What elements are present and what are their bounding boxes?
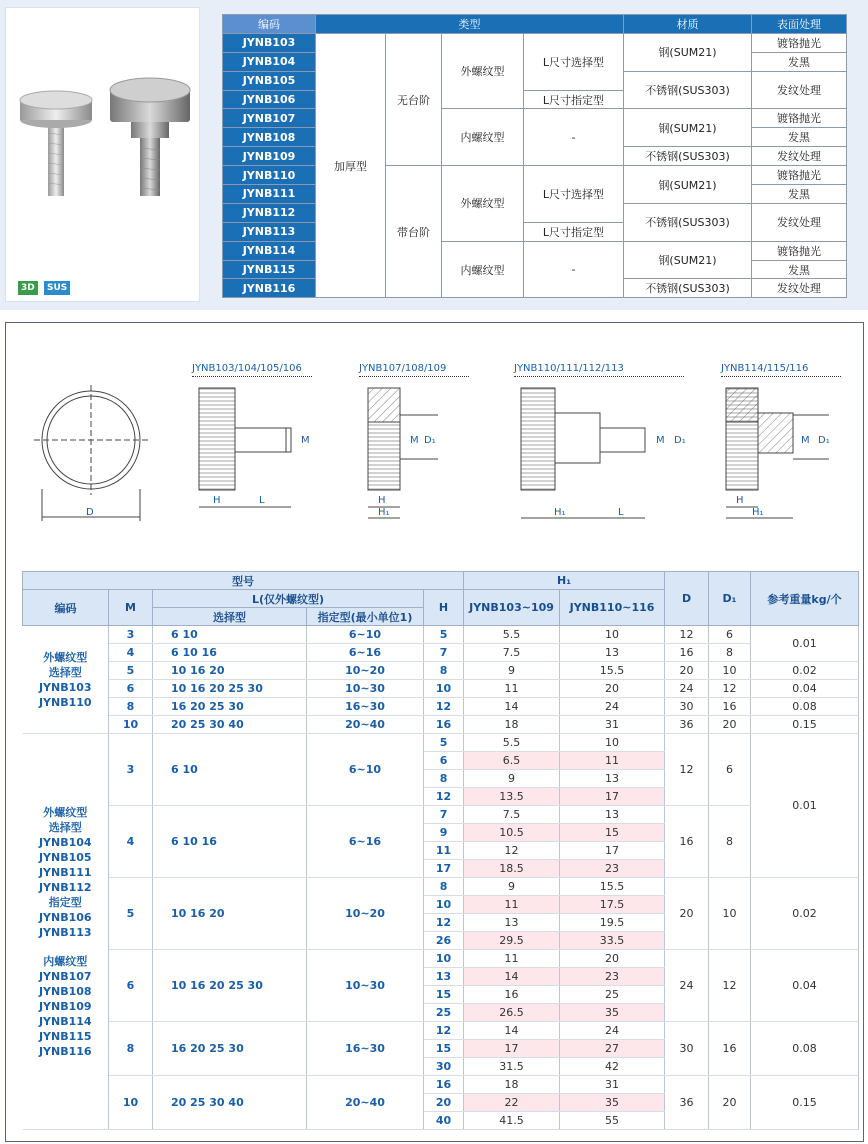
- lsel-cell: 20 25 30 40: [153, 1076, 307, 1130]
- code-cell: JYNB113: [223, 222, 316, 241]
- lspec-cell: 20~40: [307, 1076, 424, 1130]
- th-h1b: JYNB110~116: [560, 590, 665, 626]
- h1b-cell: 24: [560, 1022, 665, 1040]
- dim-H-1: H: [213, 495, 221, 506]
- h-cell: 12: [424, 914, 464, 932]
- material-sus: 不锈钢(SUS303): [624, 147, 752, 166]
- h1a-cell: 13.5: [464, 788, 560, 806]
- thread-1: [235, 428, 291, 452]
- code-cell: JYNB115: [223, 260, 316, 279]
- header-type: 类型: [316, 15, 624, 34]
- d1-cell: 10: [709, 662, 751, 680]
- type-external: 外螺纹型: [442, 166, 524, 242]
- code-cell: JYNB116: [223, 279, 316, 298]
- h1b-cell: 42: [560, 1058, 665, 1076]
- h1b-cell: 20: [560, 680, 665, 698]
- weight-cell: 0.04: [751, 680, 859, 698]
- h1b-cell: 17.5: [560, 896, 665, 914]
- h1b-cell: 31: [560, 1076, 665, 1094]
- code-cell: JYNB103: [223, 33, 316, 52]
- weight-cell: 0.01: [751, 734, 859, 878]
- h-cell: 20: [424, 1094, 464, 1112]
- type-thick: 加厚型: [316, 33, 386, 297]
- h-cell: 5: [424, 626, 464, 644]
- h1b-cell: 35: [560, 1094, 665, 1112]
- h1a-cell: 14: [464, 698, 560, 716]
- lsel-cell: 10 16 20: [153, 878, 307, 950]
- h1b-cell: 33.5: [560, 932, 665, 950]
- dim-H1-3: H₁: [554, 507, 566, 518]
- h1b-cell: 10: [560, 734, 665, 752]
- lspec-cell: 10~30: [307, 950, 424, 1022]
- m-cell: 4: [109, 644, 153, 662]
- d-cell: 36: [665, 1076, 709, 1130]
- m-cell: 5: [109, 662, 153, 680]
- type-l-select: L尺寸选择型: [524, 166, 624, 223]
- finish-chrome: 镀铬抛光: [752, 241, 847, 260]
- finish-chrome: 镀铬抛光: [752, 33, 847, 52]
- type-l-specify: L尺寸指定型: [524, 90, 624, 109]
- th-h1: H₁: [464, 572, 665, 590]
- m-cell: 8: [109, 1022, 153, 1076]
- table-row: [23, 680, 859, 698]
- th-model: 型号: [23, 572, 464, 590]
- dim-M-3: M: [656, 435, 665, 446]
- table-row: [23, 716, 859, 734]
- type-with-step: 带台阶: [386, 166, 442, 298]
- drawing-label-2: JYNB107/108/109: [359, 363, 469, 377]
- d-cell: 16: [665, 644, 709, 662]
- th-d1: D₁: [709, 572, 751, 626]
- m-cell: 3: [109, 626, 153, 644]
- h-cell: 11: [424, 842, 464, 860]
- dim-D1-4: D₁: [818, 435, 830, 446]
- h1b-cell: 27: [560, 1040, 665, 1058]
- h1a-cell: 11: [464, 896, 560, 914]
- sus-badge: SUS: [44, 281, 70, 295]
- h1a-cell: 22: [464, 1094, 560, 1112]
- weight-cell: 0.15: [751, 1076, 859, 1130]
- h-cell: 12: [424, 788, 464, 806]
- h1b-cell: 55: [560, 1112, 665, 1130]
- h-cell: 9: [424, 824, 464, 842]
- h-cell: 26: [424, 932, 464, 950]
- h1a-cell: 5.5: [464, 734, 560, 752]
- material-sus: 不锈钢(SUS303): [624, 71, 752, 109]
- type-internal: 内螺纹型: [442, 109, 524, 166]
- finish-black: 发黑: [752, 260, 847, 279]
- h-cell: 6: [424, 752, 464, 770]
- lspec-cell: 16~30: [307, 698, 424, 716]
- dim-L-1: L: [259, 495, 265, 506]
- m-cell: 5: [109, 878, 153, 950]
- lsel-cell: 6 10 16: [153, 644, 307, 662]
- drawing-label-1: JYNB103/104/105/106: [192, 363, 312, 377]
- d1-cell: 16: [709, 1022, 751, 1076]
- table-row: [23, 734, 859, 752]
- lsel-cell: 10 16 20: [153, 662, 307, 680]
- d-cell: 16: [665, 806, 709, 878]
- h1a-cell: 26.5: [464, 1004, 560, 1022]
- finish-black: 发黑: [752, 128, 847, 147]
- type-dash: -: [524, 109, 624, 166]
- weight-cell: 0.01: [751, 626, 859, 662]
- dim-M-1: M: [301, 435, 310, 446]
- d-cell: 20: [665, 662, 709, 680]
- d-cell: 12: [665, 626, 709, 644]
- h1b-cell: 17: [560, 788, 665, 806]
- d1-cell: 10: [709, 878, 751, 950]
- table-row: [23, 950, 859, 968]
- dim-H1-4: H₁: [752, 507, 764, 518]
- code-cell: JYNB106: [223, 90, 316, 109]
- code-cell: JYNB104: [223, 52, 316, 71]
- lspec-cell: 6~16: [307, 806, 424, 878]
- weight-cell: 0.15: [751, 716, 859, 734]
- table-row: [23, 662, 859, 680]
- type-l-select: L尺寸选择型: [524, 33, 624, 90]
- material-sus: 不锈钢(SUS303): [624, 203, 752, 241]
- h1a-cell: 14: [464, 968, 560, 986]
- d-cell: 24: [665, 950, 709, 1022]
- h1b-cell: 23: [560, 968, 665, 986]
- h1a-cell: 16: [464, 986, 560, 1004]
- h-cell: 8: [424, 662, 464, 680]
- d1-cell: 8: [709, 644, 751, 662]
- h-cell: 10: [424, 896, 464, 914]
- header-material: 材质: [624, 15, 752, 34]
- spec-table: [222, 14, 847, 298]
- h1a-cell: 18.5: [464, 860, 560, 878]
- dim-L-3: L: [618, 507, 624, 518]
- lsel-cell: 20 25 30 40: [153, 716, 307, 734]
- table-row: [23, 644, 859, 662]
- d-cell: 12: [665, 734, 709, 806]
- h-cell: 25: [424, 1004, 464, 1022]
- thread-3: [600, 428, 645, 452]
- lspec-cell: 10~30: [307, 680, 424, 698]
- lsel-cell: 10 16 20 25 30: [153, 950, 307, 1022]
- h-cell: 16: [424, 1076, 464, 1094]
- h1a-cell: 18: [464, 1076, 560, 1094]
- finish-hairline: 发纹处理: [752, 279, 847, 298]
- lsel-cell: 10 16 20 25 30: [153, 680, 307, 698]
- h1a-cell: 9: [464, 770, 560, 788]
- dim-M-2: M: [410, 435, 419, 446]
- m-cell: 6: [109, 950, 153, 1022]
- code-cell: JYNB112: [223, 203, 316, 222]
- finish-hairline: 发纹处理: [752, 203, 847, 241]
- h1b-cell: 13: [560, 806, 665, 824]
- finish-chrome: 镀铬抛光: [752, 109, 847, 128]
- d1-cell: 6: [709, 734, 751, 806]
- d1-cell: 6: [709, 626, 751, 644]
- material-sus: 不锈钢(SUS303): [624, 279, 752, 298]
- h1b-cell: 25: [560, 986, 665, 1004]
- table-row: [23, 1076, 859, 1094]
- lsel-cell: 6 10: [153, 734, 307, 806]
- h1b-cell: 35: [560, 1004, 665, 1022]
- h-cell: 7: [424, 644, 464, 662]
- type-internal: 内螺纹型: [442, 241, 524, 298]
- h-cell: 10: [424, 680, 464, 698]
- code-cell: JYNB114: [223, 241, 316, 260]
- lspec-cell: 6~10: [307, 734, 424, 806]
- dim-H-4: H: [736, 495, 744, 506]
- th-d: D: [665, 572, 709, 626]
- th-weight: 参考重量kg/个: [751, 572, 859, 626]
- h1a-cell: 12: [464, 842, 560, 860]
- type-dash: -: [524, 241, 624, 298]
- d-cell: 20: [665, 878, 709, 950]
- dim-M-4: M: [801, 435, 810, 446]
- step-4: [758, 413, 793, 453]
- m-cell: 10: [109, 716, 153, 734]
- dim-D1-3: D₁: [674, 435, 686, 446]
- drawing-label-4: JYNB114/115/116: [721, 363, 841, 377]
- h1b-cell: 31: [560, 716, 665, 734]
- type-no-step: 无台阶: [386, 33, 442, 165]
- weight-cell: 0.08: [751, 698, 859, 716]
- weight-cell: 0.08: [751, 1022, 859, 1076]
- lsel-cell: 16 20 25 30: [153, 1022, 307, 1076]
- dimension-table: [22, 571, 859, 1130]
- h1a-cell: 11: [464, 680, 560, 698]
- m-cell: 6: [109, 680, 153, 698]
- h-cell: 40: [424, 1112, 464, 1130]
- group-label: 外螺纹型 选择型 JYNB104 JYNB105 JYNB111 JYNB112 指定型 JYNB106 JYNB113 内螺纹型 JYNB107 JYNB108 JYNB109 JYNB114 JYNB115 JYNB116: [23, 734, 109, 1130]
- h-cell: 17: [424, 860, 464, 878]
- h1a-cell: 5.5: [464, 626, 560, 644]
- h-cell: 16: [424, 716, 464, 734]
- d1-cell: 12: [709, 680, 751, 698]
- m-cell: 8: [109, 698, 153, 716]
- h-cell: 13: [424, 968, 464, 986]
- dim-D: D: [86, 507, 94, 518]
- th-h1a: JYNB103~109: [464, 590, 560, 626]
- table-row: [23, 878, 859, 896]
- group-label: 外螺纹型 选择型 JYNB103 JYNB110: [23, 626, 109, 734]
- 3d-badge: 3D: [18, 281, 38, 295]
- th-h: H: [424, 590, 464, 626]
- weight-cell: 0.04: [751, 950, 859, 1022]
- thumb-screw-image: [6, 8, 201, 303]
- code-cell: JYNB109: [223, 147, 316, 166]
- material-steel: 钢(SUM21): [624, 241, 752, 279]
- h-cell: 12: [424, 1022, 464, 1040]
- material-steel: 钢(SUM21): [624, 33, 752, 71]
- type-external: 外螺纹型: [442, 33, 524, 109]
- h1b-cell: 15.5: [560, 662, 665, 680]
- product-photo: [5, 7, 200, 302]
- dim-H1-2: H₁: [378, 507, 390, 518]
- finish-hairline: 发纹处理: [752, 71, 847, 109]
- lspec-cell: 16~30: [307, 1022, 424, 1076]
- m-cell: 3: [109, 734, 153, 806]
- h-cell: 8: [424, 878, 464, 896]
- d-cell: 30: [665, 698, 709, 716]
- lspec-cell: 10~20: [307, 662, 424, 680]
- h1a-cell: 9: [464, 662, 560, 680]
- h1b-cell: 17: [560, 842, 665, 860]
- weight-cell: 0.02: [751, 878, 859, 950]
- dim-H-2: H: [378, 495, 386, 506]
- drawing-label-3: JYNB110/111/112/113: [514, 363, 684, 377]
- d1-cell: 12: [709, 950, 751, 1022]
- header-code: 编码: [223, 15, 316, 34]
- h-cell: 12: [424, 698, 464, 716]
- d1-cell: 20: [709, 1076, 751, 1130]
- lspec-cell: 10~20: [307, 878, 424, 950]
- h-cell: 30: [424, 1058, 464, 1076]
- h1b-cell: 13: [560, 770, 665, 788]
- table-row: [23, 806, 859, 824]
- step-3: [555, 413, 600, 463]
- h1a-cell: 14: [464, 1022, 560, 1040]
- th-l: L(仅外螺纹型): [153, 590, 424, 608]
- head-3: [521, 388, 555, 490]
- h1a-cell: 9: [464, 878, 560, 896]
- lspec-cell: 6~10: [307, 626, 424, 644]
- code-cell: JYNB107: [223, 109, 316, 128]
- header-finish: 表面处理: [752, 15, 847, 34]
- m-cell: 4: [109, 806, 153, 878]
- h1a-cell: 41.5: [464, 1112, 560, 1130]
- code-cell: JYNB111: [223, 185, 316, 204]
- lspec-cell: 20~40: [307, 716, 424, 734]
- h1a-cell: 18: [464, 716, 560, 734]
- code-cell: JYNB105: [223, 71, 316, 90]
- th-lspec: 指定型(最小单位1): [307, 608, 424, 626]
- finish-chrome: 镀铬抛光: [752, 166, 847, 185]
- h1b-cell: 15: [560, 824, 665, 842]
- th-lsel: 选择型: [153, 608, 307, 626]
- weight-cell: 0.02: [751, 662, 859, 680]
- h1a-cell: 31.5: [464, 1058, 560, 1076]
- h-cell: 10: [424, 950, 464, 968]
- h1b-cell: 19.5: [560, 914, 665, 932]
- table-row: [23, 698, 859, 716]
- lsel-cell: 6 10 16: [153, 806, 307, 878]
- m-cell: 10: [109, 1076, 153, 1130]
- d1-cell: 16: [709, 698, 751, 716]
- material-steel: 钢(SUM21): [624, 166, 752, 204]
- h1b-cell: 11: [560, 752, 665, 770]
- material-steel: 钢(SUM21): [624, 109, 752, 147]
- h-cell: 7: [424, 806, 464, 824]
- h-cell: 5: [424, 734, 464, 752]
- lspec-cell: 6~16: [307, 644, 424, 662]
- h1b-cell: 10: [560, 626, 665, 644]
- type-l-specify: L尺寸指定型: [524, 222, 624, 241]
- h1a-cell: 6.5: [464, 752, 560, 770]
- spec-panel: [0, 0, 868, 310]
- h1b-cell: 13: [560, 644, 665, 662]
- th-code: 编码: [23, 590, 109, 626]
- finish-black: 发黑: [752, 185, 847, 204]
- lsel-cell: 16 20 25 30: [153, 698, 307, 716]
- finish-black: 发黑: [752, 52, 847, 71]
- h1a-cell: 7.5: [464, 806, 560, 824]
- d1-cell: 8: [709, 806, 751, 878]
- th-m: M: [109, 590, 153, 626]
- h1b-cell: 20: [560, 950, 665, 968]
- d-cell: 24: [665, 680, 709, 698]
- h1a-cell: 29.5: [464, 932, 560, 950]
- table-row: [23, 626, 859, 644]
- h1b-cell: 15.5: [560, 878, 665, 896]
- h-cell: 8: [424, 770, 464, 788]
- h1a-cell: 11: [464, 950, 560, 968]
- h-cell: 15: [424, 1040, 464, 1058]
- h1b-cell: 23: [560, 860, 665, 878]
- d1-cell: 20: [709, 716, 751, 734]
- h1a-cell: 10.5: [464, 824, 560, 842]
- table-row: [23, 1022, 859, 1040]
- technical-drawings: [6, 323, 865, 543]
- d-cell: 36: [665, 716, 709, 734]
- h1a-cell: 7.5: [464, 644, 560, 662]
- code-cell: JYNB110: [223, 166, 316, 185]
- d-cell: 30: [665, 1022, 709, 1076]
- head-1: [199, 388, 235, 490]
- finish-hairline: 发纹处理: [752, 147, 847, 166]
- code-cell: JYNB108: [223, 128, 316, 147]
- h1b-cell: 24: [560, 698, 665, 716]
- lsel-cell: 6 10: [153, 626, 307, 644]
- h1a-cell: 13: [464, 914, 560, 932]
- h-cell: 15: [424, 986, 464, 1004]
- h1a-cell: 17: [464, 1040, 560, 1058]
- dim-D1-2: D₁: [424, 435, 436, 446]
